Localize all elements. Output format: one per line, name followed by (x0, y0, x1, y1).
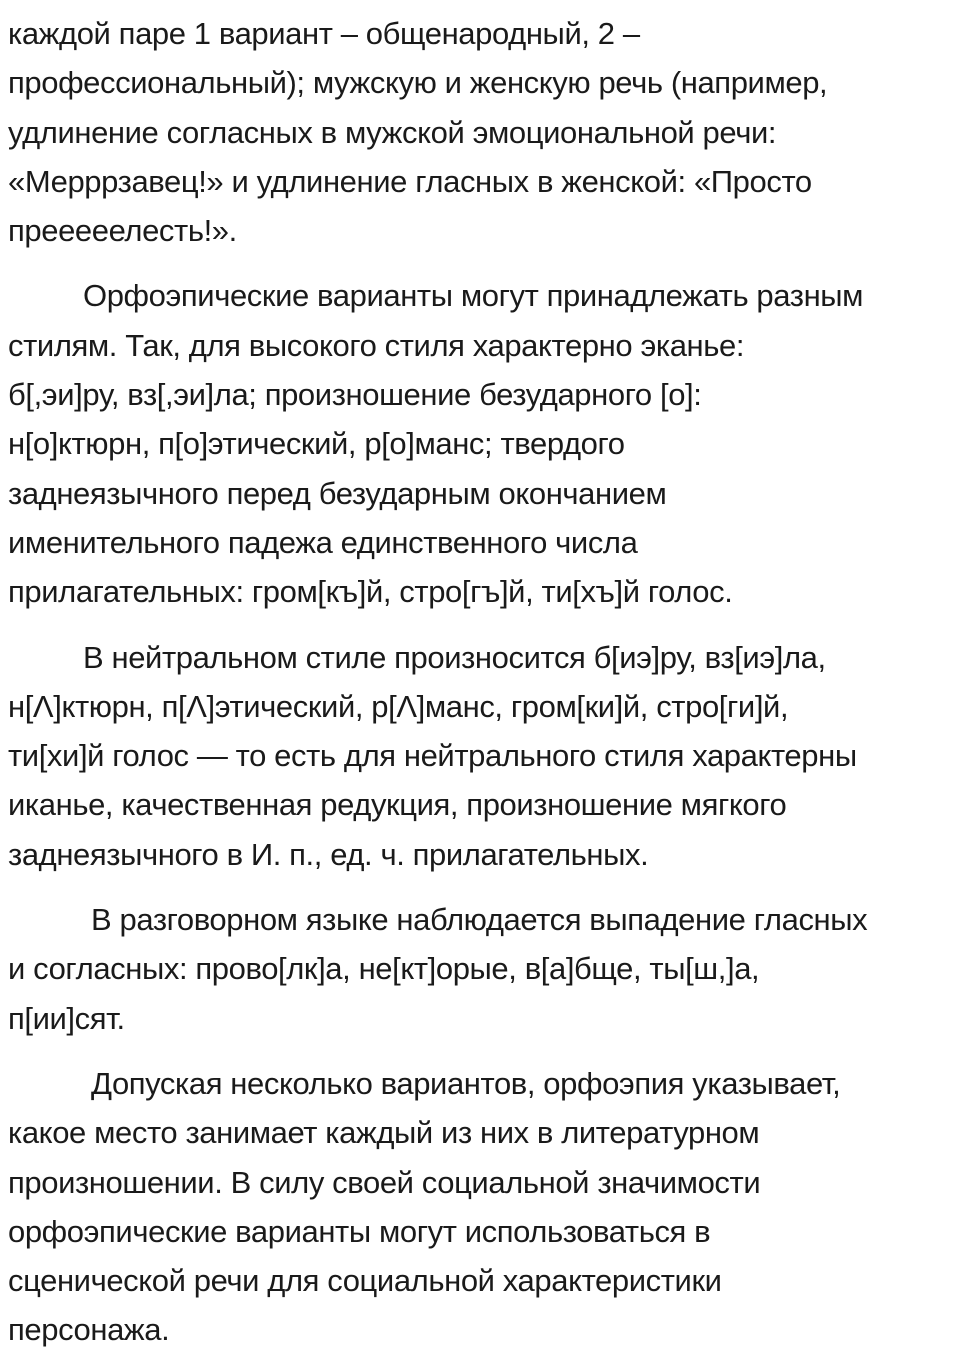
text-line: произношении. В силу своей социальной значимости (8, 1164, 761, 1200)
text-line: Допуская несколько вариантов, орфоэпия указывает, (91, 1065, 841, 1101)
paragraph-neutral-style (8, 633, 948, 879)
text-line: заднеязычного в И. п., ед. ч. прилагательных. (8, 836, 649, 872)
text-line: п[ии]сят. (8, 1000, 125, 1036)
text-line: заднеязычного перед безударным окончанием (8, 475, 667, 511)
text-line: и согласных: прово[лк]а, не[кт]орые, в[а]бще, ты[ш,]а, (8, 951, 760, 987)
text-line: удлинение согласных в мужской эмоциональной речи: (8, 114, 777, 150)
text-line: н[о]ктюрн, п[о]этический, р[о]манс; твердого (8, 426, 625, 462)
text-line: профессиональный); мужскую и женскую речь (например, (8, 65, 828, 101)
text-line: прилагательных: гром[къ]й, стро[гъ]й, ти[хъ]й голос. (8, 574, 733, 610)
text-line: сценической речи для социальной характеристики (8, 1263, 722, 1299)
text-line: персонажа. (8, 1312, 170, 1348)
text-line: «Мерррзавец!» и удлинение гласных в женской: «Просто (8, 163, 812, 199)
text-line: ти[хи]й голос — то есть для нейтрального стиля характерны (8, 738, 857, 774)
paragraph-high-style (8, 271, 948, 616)
text-line: В нейтральном стиле произносится б[иэ]ру, вз[иэ]ла, (83, 639, 826, 675)
text-line: прееееелесть!». (8, 213, 237, 249)
text-line: каждой паре 1 вариант – общенародный, 2 – (8, 16, 640, 51)
text-line: именительного падежа единственного числа (8, 524, 638, 560)
text-line: б[,эи]ру, вз[,эи]ла; произношение безударного [о]: (8, 377, 702, 413)
text-line: н[Λ]ктюрн, п[Λ]этический, р[Λ]манс, гром[ки]й, стро[ги]й, (8, 688, 789, 724)
text-line: какое место занимает каждый из них в литературном (8, 1115, 760, 1151)
paragraph-orthoepy-variants (8, 1059, 948, 1355)
paragraph-continuation (8, 9, 948, 255)
text-line: В разговорном языке наблюдается выпадение гласных (91, 902, 868, 938)
text-line: стилям. Так, для высокого стиля характерно эканье: (8, 327, 745, 363)
text-line: Орфоэпические варианты могут принадлежать разным (83, 278, 864, 314)
paragraph-colloquial (8, 895, 948, 1043)
text-line: иканье, качественная редукция, произношение мягкого (8, 787, 787, 823)
text-line: орфоэпические варианты могут использоваться в (8, 1213, 711, 1249)
